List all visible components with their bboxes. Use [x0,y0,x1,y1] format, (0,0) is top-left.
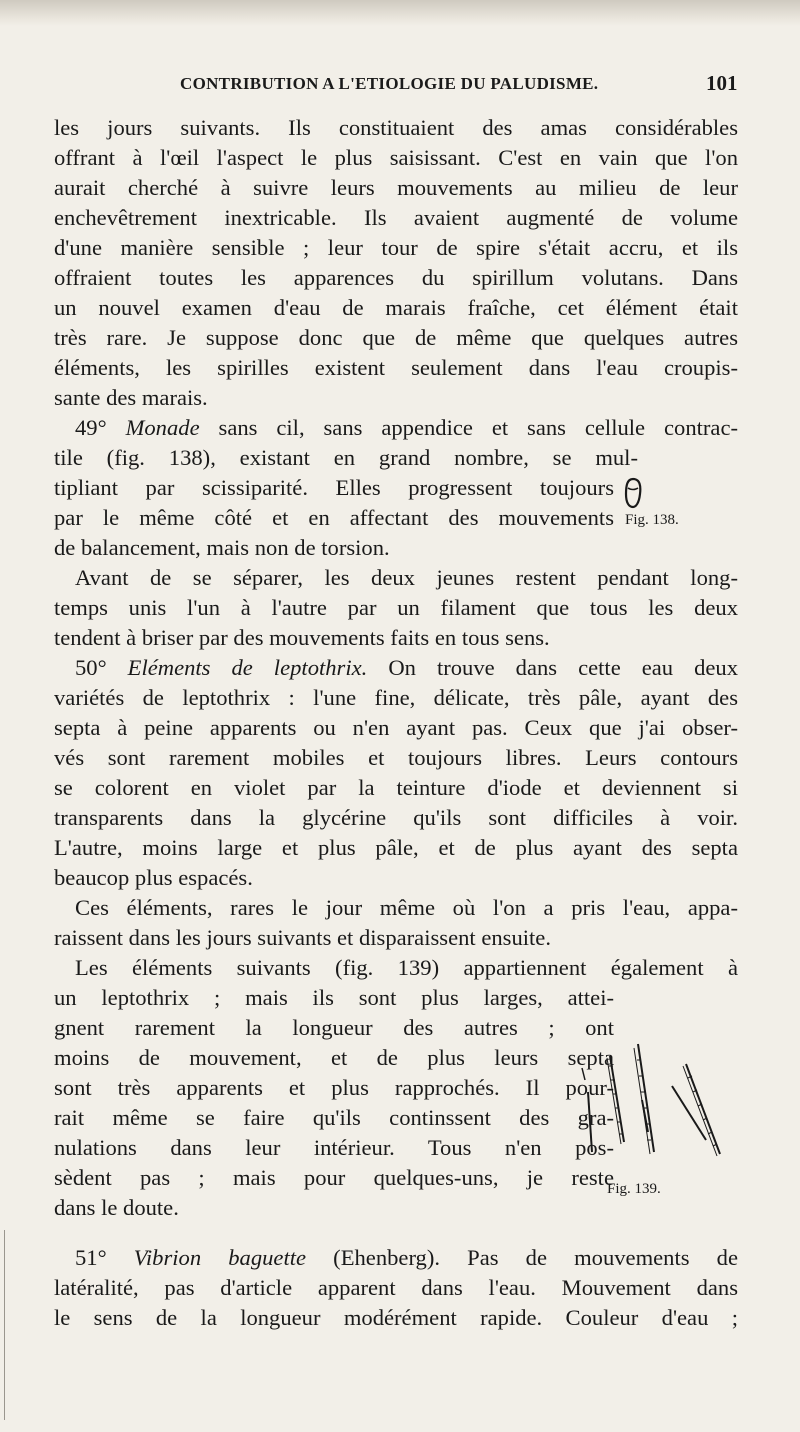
section-title: Vibrion baguette [133,1245,307,1270]
text-line: un nouvel examen d'eau de marais fraîche, cet élément était [54,295,738,320]
page-top-edge [0,0,800,26]
section-number: 49° [75,415,107,440]
text-run: sans cil, sans appendice et sans cellule contrac- [218,415,738,440]
text-line: tile (fig. 138), existant en grand nombre, se mul- [54,445,638,470]
figure-138-monad [622,476,644,510]
running-head: CONTRIBUTION A L'ETIOLOGIE DU PALUDISME. [180,74,599,93]
text-line: d'une manière sensible ; leur tour de spire s'était accru, et ils [54,235,738,260]
section-49-first-line [75,413,738,443]
text-line: enchevêtrement inextricable. Ils avaient augmenté de volume [54,205,738,230]
section-51-first-line [75,1243,738,1273]
text-line: transparents dans la glycérine qu'ils sont difficiles à voir. [54,805,738,830]
figure-138-caption: Fig. 138. [625,512,679,528]
page-edge-line [4,1230,5,1420]
text-line: un leptothrix ; mais ils sont plus larges, attei- [54,985,614,1010]
text-line: aurait cherché à suivre leurs mouvements au milieu de leur [54,175,738,200]
text-line: de balancement, mais non de torsion. [54,535,390,560]
text-line: gnent rarement la longueur des autres ; ont [54,1015,614,1040]
text-line: septa à peine apparents ou n'en ayant pas. Ceux que j'ai obser- [54,715,738,740]
text-line: les jours suivants. Ils constituaient des amas considérables [54,115,738,140]
text-line: offrant à l'œil l'aspect le plus saisissant. C'est en vain que l'on [54,145,738,170]
text-line: L'autre, moins large et plus pâle, et de plus ayant des septa [54,835,738,860]
section-title: Monade [125,415,200,440]
text-run: On trouve dans cette eau deux [388,655,739,680]
section-number: 51° [75,1245,107,1270]
text-line: Avant de se séparer, les deux jeunes restent pendant long- [75,565,738,590]
figure-139-leptothrix [576,1036,726,1176]
text-line: variétés de leptothrix : l'une fine, délicate, très pâle, ayant des [54,685,738,710]
text-line: latéralité, pas d'article apparent dans l'eau. Mouvement dans [54,1275,738,1300]
text-line: sante des marais. [54,385,208,410]
page-number: 101 [706,71,738,95]
text-line: sèdent pas ; mais pour quelques-uns, je reste [54,1165,614,1190]
text-line: se colorent en violet par la teinture d'iode et deviennent si [54,775,738,800]
text-line: vés sont rarement mobiles et toujours libres. Leurs contours [54,745,738,770]
text-line: Les éléments suivants (fig. 139) appartiennent également à [75,955,738,980]
section-50-first-line [75,653,738,683]
section-number: 50° [75,655,107,680]
text-line: nulations dans leur intérieur. Tous n'en pos- [54,1135,614,1160]
text-line: rait même se faire qu'ils continssent des gra- [54,1105,614,1130]
figure-139-caption: Fig. 139. [607,1181,661,1197]
text-run: (Ehenberg). Pas de mouvements de [333,1245,738,1270]
section-title: Eléments de leptothrix. [127,655,368,680]
text-line: tipliant par scissiparité. Elles progressent toujours [54,475,614,500]
text-line: beaucop plus espacés. [54,865,253,890]
text-line: tendent à briser par des mouvements faits en tous sens. [54,625,550,650]
text-line: le sens de la longueur modérément rapide. Couleur d'eau ; [54,1305,738,1330]
text-line: temps unis l'un à l'autre par un filament que tous les deux [54,595,738,620]
text-line: moins de mouvement, et de plus leurs septa [54,1045,614,1070]
text-line: par le même côté et en affectant des mouvements [54,505,614,530]
text-line: dans le doute. [54,1195,179,1220]
text-line: sont très apparents et plus rapprochés. Il pour- [54,1075,614,1100]
text-line: offraient toutes les apparences du spirillum volutans. Dans [54,265,738,290]
text-line: raissent dans les jours suivants et disparaissent ensuite. [54,925,551,950]
text-line: éléments, les spirilles existent seulement dans l'eau croupis- [54,355,738,380]
text-line: Ces éléments, rares le jour même où l'on a pris l'eau, appa- [75,895,738,920]
text-line: très rare. Je suppose donc que de même que quelques autres [54,325,738,350]
